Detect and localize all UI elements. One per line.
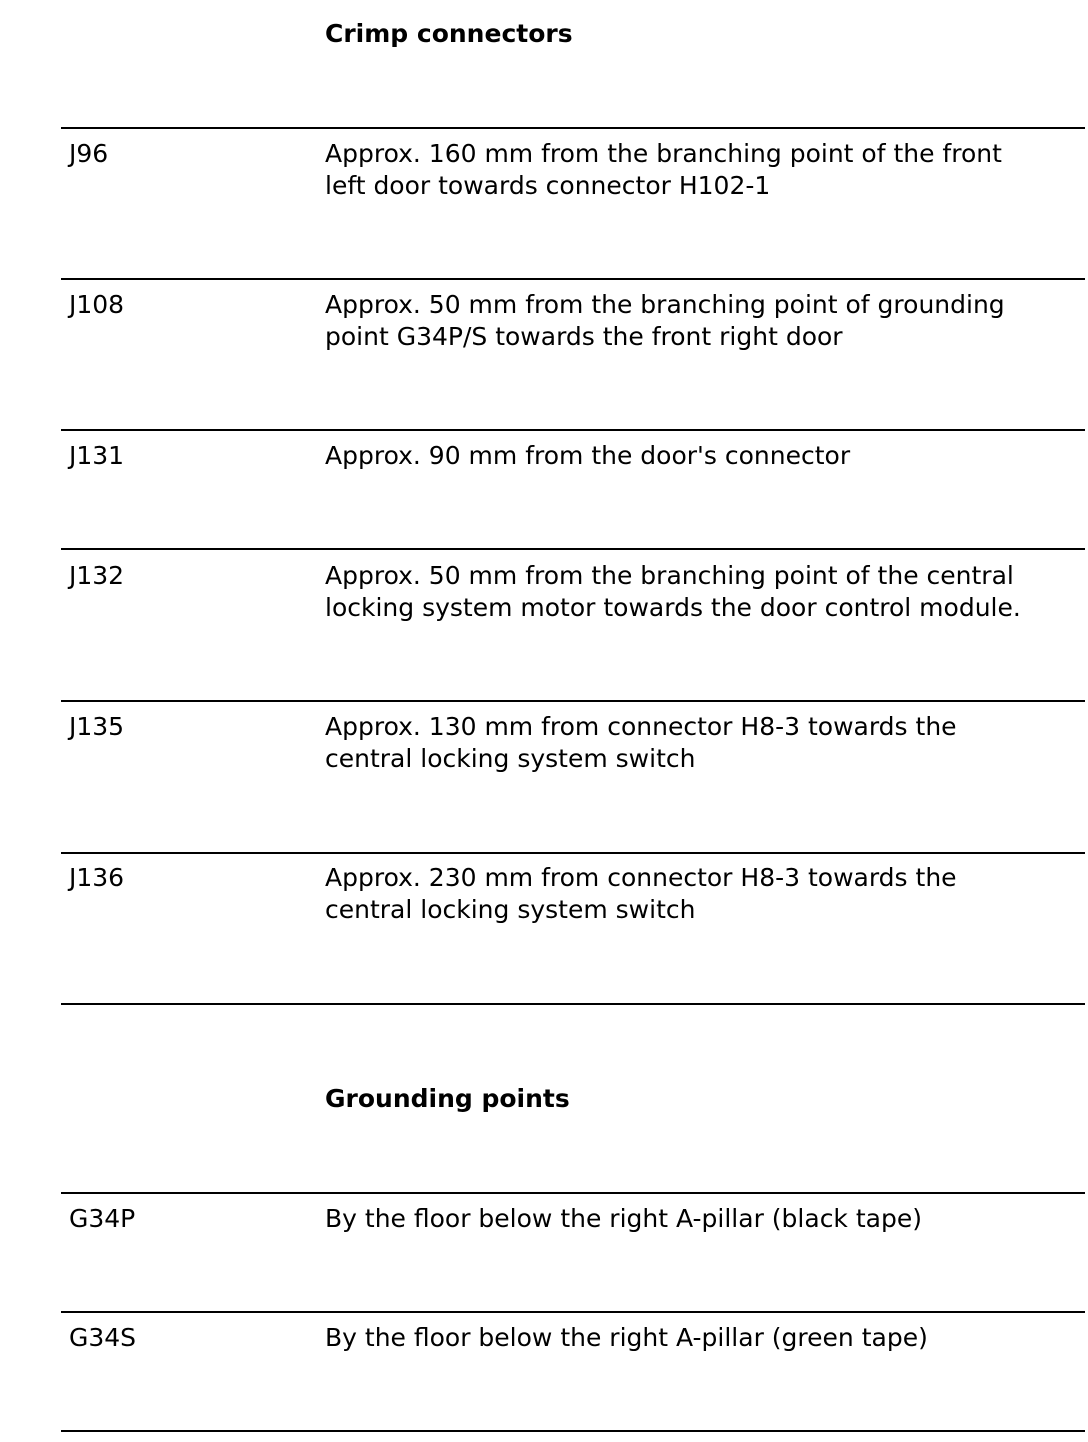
table-divider [61,1311,1085,1313]
table-divider [61,1430,1085,1432]
crimp-connectors-heading: Crimp connectors [325,19,573,48]
row-code: J132 [69,561,125,590]
row-description: Approx. 160 mm from the branching point of the front left door towards connector H102-1 [325,139,1002,200]
table-divider [61,1003,1085,1005]
row-code: G34P [69,1204,136,1233]
row-code: J135 [69,712,125,741]
row-description: Approx. 130 mm from connector H8-3 towards the central locking system switch [325,712,957,773]
row-code: G34S [69,1323,137,1352]
row-code: J108 [69,290,125,319]
table-divider [61,429,1085,431]
row-description: Approx. 230 mm from connector H8-3 towards the central locking system switch [325,863,957,924]
table-divider [61,548,1085,550]
table-divider [61,278,1085,280]
row-description: By the floor below the right A-pillar (green tape) [325,1323,928,1352]
row-description: Approx. 50 mm from the branching point of the central locking system motor towards the door control module. [325,561,1021,622]
row-description: Approx. 50 mm from the branching point of grounding point G34P/S towards the front right door [325,290,1005,351]
table-divider [61,852,1085,854]
row-description: By the floor below the right A-pillar (black tape) [325,1204,922,1233]
row-code: J96 [69,139,109,168]
table-divider [61,1192,1085,1194]
table-divider [61,127,1085,129]
row-description: Approx. 90 mm from the door's connector [325,441,851,470]
table-divider [61,700,1085,702]
row-code: J136 [69,863,125,892]
grounding-points-heading: Grounding points [325,1084,570,1113]
row-code: J131 [69,441,125,470]
